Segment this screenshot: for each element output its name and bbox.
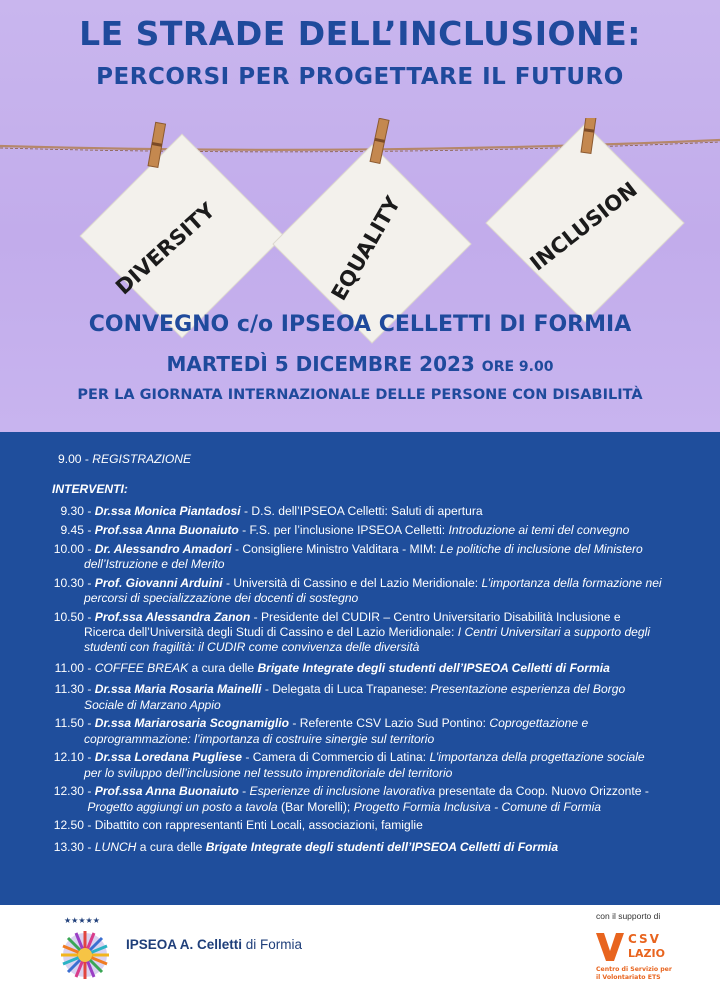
- program-entry: 12.50 - Dibattito con rappresentanti Enti Locali, associazioni, famiglie: [0, 818, 720, 833]
- entry-topic: Presentazione esperienza del Borgo Sociale di Marzano Appio: [84, 682, 626, 712]
- program-panel: [0, 432, 720, 905]
- entry-time: 11.30: [54, 682, 84, 697]
- entry-role: D.S. dell’IPSEOA Celletti: Saluti di apertura: [251, 504, 483, 518]
- program-entry: 12.10 - Dr.ssa Loredana Pugliese - Camera di Commercio di Latina: L’importanza della progettazione sociale per lo sviluppo dell’inclusione nel tessuto imprenditoriale del territorio: [0, 750, 720, 780]
- entry-note: (Bar Morelli);: [281, 799, 351, 814]
- event-venue: CONVEGNO c/o IPSEOA CELLETTI DI FORMIA: [88, 312, 632, 337]
- csv-sub-2: il Volontariato ETS: [596, 974, 661, 981]
- rope: [0, 140, 720, 150]
- entry-time: 9.45: [60, 522, 84, 537]
- page-subtitle: PERCORSI PER PROGETTARE IL FUTURO: [96, 64, 624, 90]
- entry-topic: Progetto Formia Inclusiva - Comune di Formia: [353, 799, 601, 814]
- entry-topic: Coprogettazione e coprogrammazione: l’importanza di costruire sinergie sul territorio: [84, 716, 589, 746]
- entry-time: 12.50: [53, 818, 84, 833]
- entry-topic: Progetto aggiungi un posto a tavola: [87, 799, 278, 814]
- entry-role: Presidente del CUDIR – Centro Universitario Disabilità Inclusione e Ricerca dell’Università degli Studi di Cassino e del Lazio Meridionale:: [84, 609, 621, 639]
- entry-role: Consigliere Ministro Valditara - MIM:: [242, 541, 437, 556]
- program-entry: 10.30 - Prof. Giovanni Arduini - Università di Cassino e del Lazio Meridionale: L’importanza della formazione nei percorsi di specializzazione dei docenti di sostegno: [0, 576, 720, 606]
- entry-topic: Introduzione ai temi del convegno: [448, 522, 630, 537]
- entry-time: 9.30: [60, 504, 84, 518]
- entry-break: COFFEE BREAK: [94, 661, 189, 676]
- program-entry: 10.50 - Prof.ssa Alessandra Zanon - Presidente del CUDIR – Centro Universitario Disabilità Inclusione e Ricerca dell’Università degli Studi di Cassino e del Lazio Meridionale: I Centri Universitari a supporto degli studenti con fragilità: il CUDIR come convivenza delle diversità: [0, 610, 720, 656]
- entry-time: 10.50: [53, 609, 84, 624]
- clothespin-icon: [370, 118, 389, 163]
- school-logo-icon: [56, 913, 114, 983]
- program-entry: 11.50 - Dr.ssa Mariarosaria Scognamiglio - Referente CSV Lazio Sud Pontino: Coprogettazione e coprogrammazione: l’importanza di costruire sinergie sul territorio: [0, 716, 720, 746]
- footer: [0, 905, 720, 1001]
- entry-role: Università di Cassino e del Lazio Meridionale:: [233, 575, 479, 590]
- entry-time: 11.50: [54, 716, 84, 731]
- entry-time: 10.00: [53, 541, 84, 556]
- school-name: [126, 937, 302, 952]
- poster-header: [0, 0, 720, 432]
- entry-speaker: Dr.ssa Mariarosaria Scognamiglio: [94, 716, 289, 731]
- entry-speaker: Prof.ssa Anna Buonaiuto: [94, 522, 239, 537]
- entry-topic: Esperienze di inclusione lavorativa: [249, 784, 436, 799]
- entry-topic: Le politiche di inclusione del Ministero dell’Istruzione e del Merito: [84, 541, 643, 571]
- entry-time: 12.30: [53, 784, 84, 799]
- event-time: ORE 9.00: [481, 359, 554, 375]
- interventi-heading: INTERVENTI:: [52, 482, 128, 496]
- entry-role: Referente CSV Lazio Sud Pontino:: [299, 716, 486, 731]
- school-name-bold: IPSEOA A. Celletti: [126, 937, 243, 952]
- school-name-rest: di Formia: [245, 937, 303, 952]
- entry-organizer: Brigate Integrate degli studenti dell’IPSEOA Celletti di Formia: [205, 839, 559, 854]
- csv-text: CSV: [628, 932, 661, 946]
- event-date-line: [0, 352, 720, 376]
- entry-topic: L’importanza della progettazione sociale per lo sviluppo dell’inclusione nel tessuto imprenditoriale del territorio: [84, 750, 645, 780]
- program-entry: 9.30 - Dr.ssa Monica Piantadosi - D.S. dell’IPSEOA Celletti: Saluti di apertura: [0, 504, 720, 519]
- event-occasion: PER LA GIORNATA INTERNAZIONALE DELLE PERSONE CON DISABILITÀ: [77, 387, 643, 403]
- entry-role: F.S. per l’inclusione IPSEOA Celletti:: [249, 522, 446, 537]
- stars-icon: [64, 916, 100, 925]
- entry-break: LUNCH: [94, 839, 137, 854]
- entry-organizer: Brigate Integrate degli studenti dell’IPSEOA Celletti di Formia: [257, 661, 610, 676]
- program-entry: 11.30 - Dr.ssa Maria Rosaria Mainelli - Delegata di Luca Trapanese: Presentazione esperienza del Borgo Sociale di Marzano Appio: [0, 682, 720, 712]
- entry-note: a cura delle: [139, 839, 203, 854]
- program-entry: 12.30 - Prof.ssa Anna Buonaiuto - Esperienze di inclusione lavorativa presentate da Coop. Nuovo Orizzonte - Progetto aggiungi un posto a tavola (Bar Morelli); Progetto Formia Inclusiva - Comune di Formia: [0, 784, 720, 814]
- entry-topic: I Centri Universitari a supporto degli studenti con fragilità: il CUDIR come convivenza delle diversità: [84, 624, 651, 654]
- entry-time: 10.30: [53, 575, 84, 590]
- entry-speaker: Dr.ssa Maria Rosaria Mainelli: [94, 682, 262, 697]
- entry-note: presentate da Coop. Nuovo Orizzonte -: [438, 784, 649, 799]
- csv-lazio-logo-icon: [592, 927, 682, 987]
- program-list: [0, 504, 720, 858]
- entry-speaker: Dr.ssa Monica Piantadosi: [94, 504, 241, 518]
- entry-note: a cura delle: [191, 661, 255, 676]
- entry-speaker: Dr. Alessandro Amadori: [94, 541, 232, 556]
- registration-label: REGISTRAZIONE: [92, 452, 192, 466]
- event-date: MARTEDÌ 5 DICEMBRE 2023: [166, 352, 475, 376]
- svg-text:★★★★★: ★★★★★: [64, 916, 100, 925]
- card-text-inclusion: INCLUSION: [525, 177, 642, 276]
- program-entry: 13.30 - LUNCH a cura delle Brigate Integrate degli studenti dell’IPSEOA Celletti di Formia: [0, 840, 720, 855]
- entry-text: Dibattito con rappresentanti Enti Locali, associazioni, famiglie: [94, 818, 423, 833]
- entry-time: 12.10: [53, 750, 84, 765]
- card-text-equality: EQUALITY: [326, 192, 406, 305]
- entry-speaker: Prof.ssa Alessandra Zanon: [94, 609, 251, 624]
- program-entry: 9.45 - Prof.ssa Anna Buonaiuto - F.S. per l’inclusione IPSEOA Celletti: Introduzione ai temi del convegno: [0, 523, 720, 538]
- registration-line: 9.00 - REGISTRAZIONE: [58, 452, 192, 466]
- csv-sub-1: Centro di Servizio per: [596, 966, 672, 973]
- page-title: LE STRADE DELL’INCLUSIONE:: [79, 14, 641, 53]
- support-label: con il supporto di: [596, 911, 661, 921]
- entry-role: Camera di Commercio di Latina:: [252, 750, 427, 765]
- card-text-diversity: DIVERSITY: [111, 198, 220, 300]
- entry-time: 11.00: [54, 661, 84, 676]
- program-entry: 10.00 - Dr. Alessandro Amadori - Consigliere Ministro Valditara - MIM: Le politiche di inclusione del Ministero dell’Istruzione e del Merito: [0, 542, 720, 572]
- entry-speaker: Prof. Giovanni Arduini: [94, 575, 223, 590]
- entry-speaker: Prof.ssa Anna Buonaiuto: [94, 784, 239, 799]
- entry-speaker: Dr.ssa Loredana Pugliese: [94, 750, 242, 765]
- entry-role: Delegata di Luca Trapanese:: [272, 682, 427, 697]
- program-entry: 11.00 - COFFEE BREAK a cura delle Brigate Integrate degli studenti dell’IPSEOA Celletti di Formia: [0, 661, 720, 676]
- lazio-text: LAZIO: [628, 947, 665, 960]
- registration-time: 9.00: [58, 452, 82, 466]
- entry-time: 13.30: [53, 839, 84, 854]
- entry-topic: L’importanza della formazione nei percorsi di specializzazione dei docenti di sostegno: [84, 575, 662, 605]
